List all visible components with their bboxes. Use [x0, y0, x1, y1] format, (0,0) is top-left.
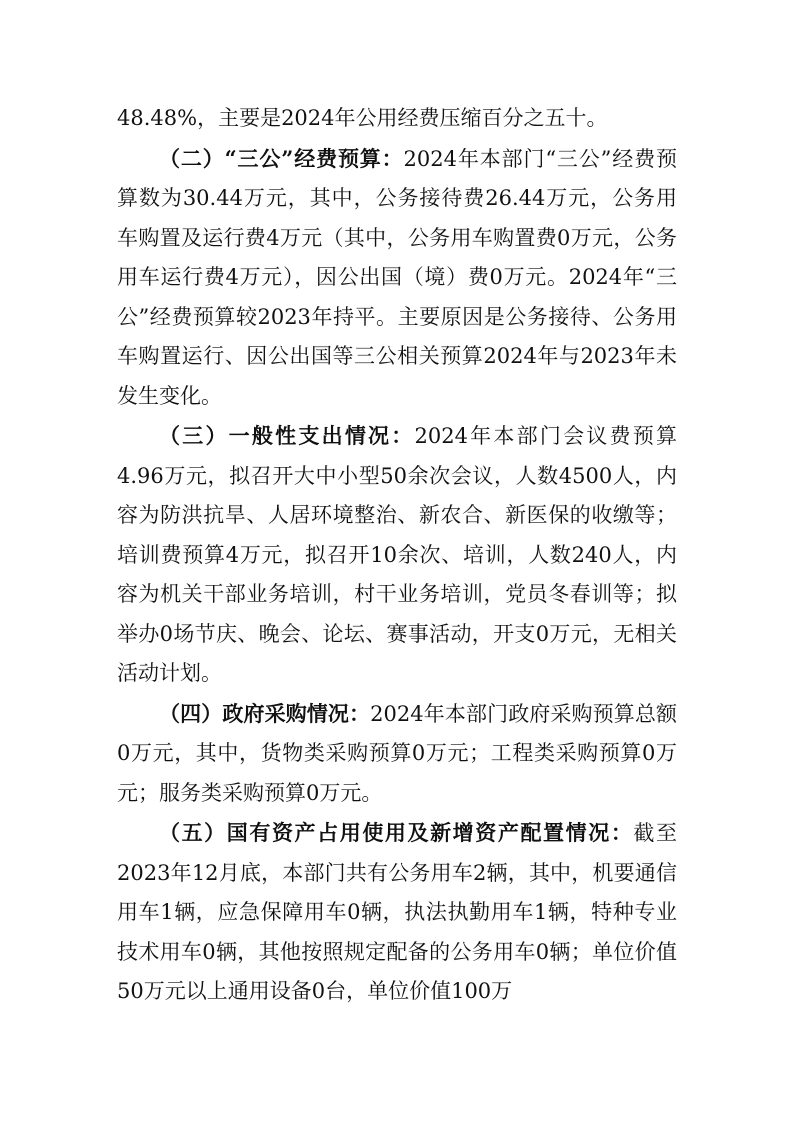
paragraph-body: 2024年本部门政府采购预算总额0万元，其中，货物类采购预算0万元；工程类采购预算0万元；服务类采购预算0万元。	[117, 701, 678, 805]
document-body	[117, 99, 677, 1012]
paragraph-body: 截至2023年12月底，本部门共有公务用车2辆，其中，机要通信用车1辆，应急保障用车0辆，执法执勤用车1辆，特种专业技术用车0辆，其他按照规定配备的公务用车0辆；单位价值50万元以上通用设备0台，单位价值100万	[117, 821, 678, 1003]
paragraph-state-assets	[117, 813, 677, 1012]
paragraph-heading: （五）国有资产占用使用及新增资产配置情况：	[159, 820, 634, 845]
paragraph-body: 2024年本部门“三公”经费预算数为30.44万元，其中，公务接待费26.44万元，公务用车购置及运行费4万元（其中，公务用车购置费0万元，公务用车运行费4万元），因公出国（境）费0万元。2024年“三公”经费预算较2023年持平。主要原因是公务接待、公务用车购置运行、因公出国等三公相关预算2024年与2023年未发生变化。	[117, 146, 677, 408]
paragraph-body: 2024年本部门会议费预算4.96万元，拟召开大中小型50余次会议，人数4500人，内容为防洪抗旱、人居环境整治、新农合、新医保的收缴等；培训费预算4万元，拟召开10余次、培训，人数240人，内容为机关干部业务培训，村干业务培训，党员冬春训等；拟举办0场节庆、晚会、论坛、赛事活动，开支0万元，无相关活动计划。	[117, 424, 677, 685]
paragraph-general-expenditure	[117, 416, 677, 694]
paragraph-government-procurement	[117, 694, 677, 814]
paragraph-heading: （三）一般性支出情况：	[159, 423, 415, 448]
paragraph-sangong-budget	[117, 139, 677, 417]
paragraph-heading: （二）“三公”经费预算：	[159, 145, 404, 171]
paragraph-heading: （四）政府采购情况：	[159, 700, 371, 726]
paragraph-body: 48.48%，主要是2024年公用经费压缩百分之五十。	[117, 106, 608, 130]
paragraph-continuation	[117, 99, 677, 139]
